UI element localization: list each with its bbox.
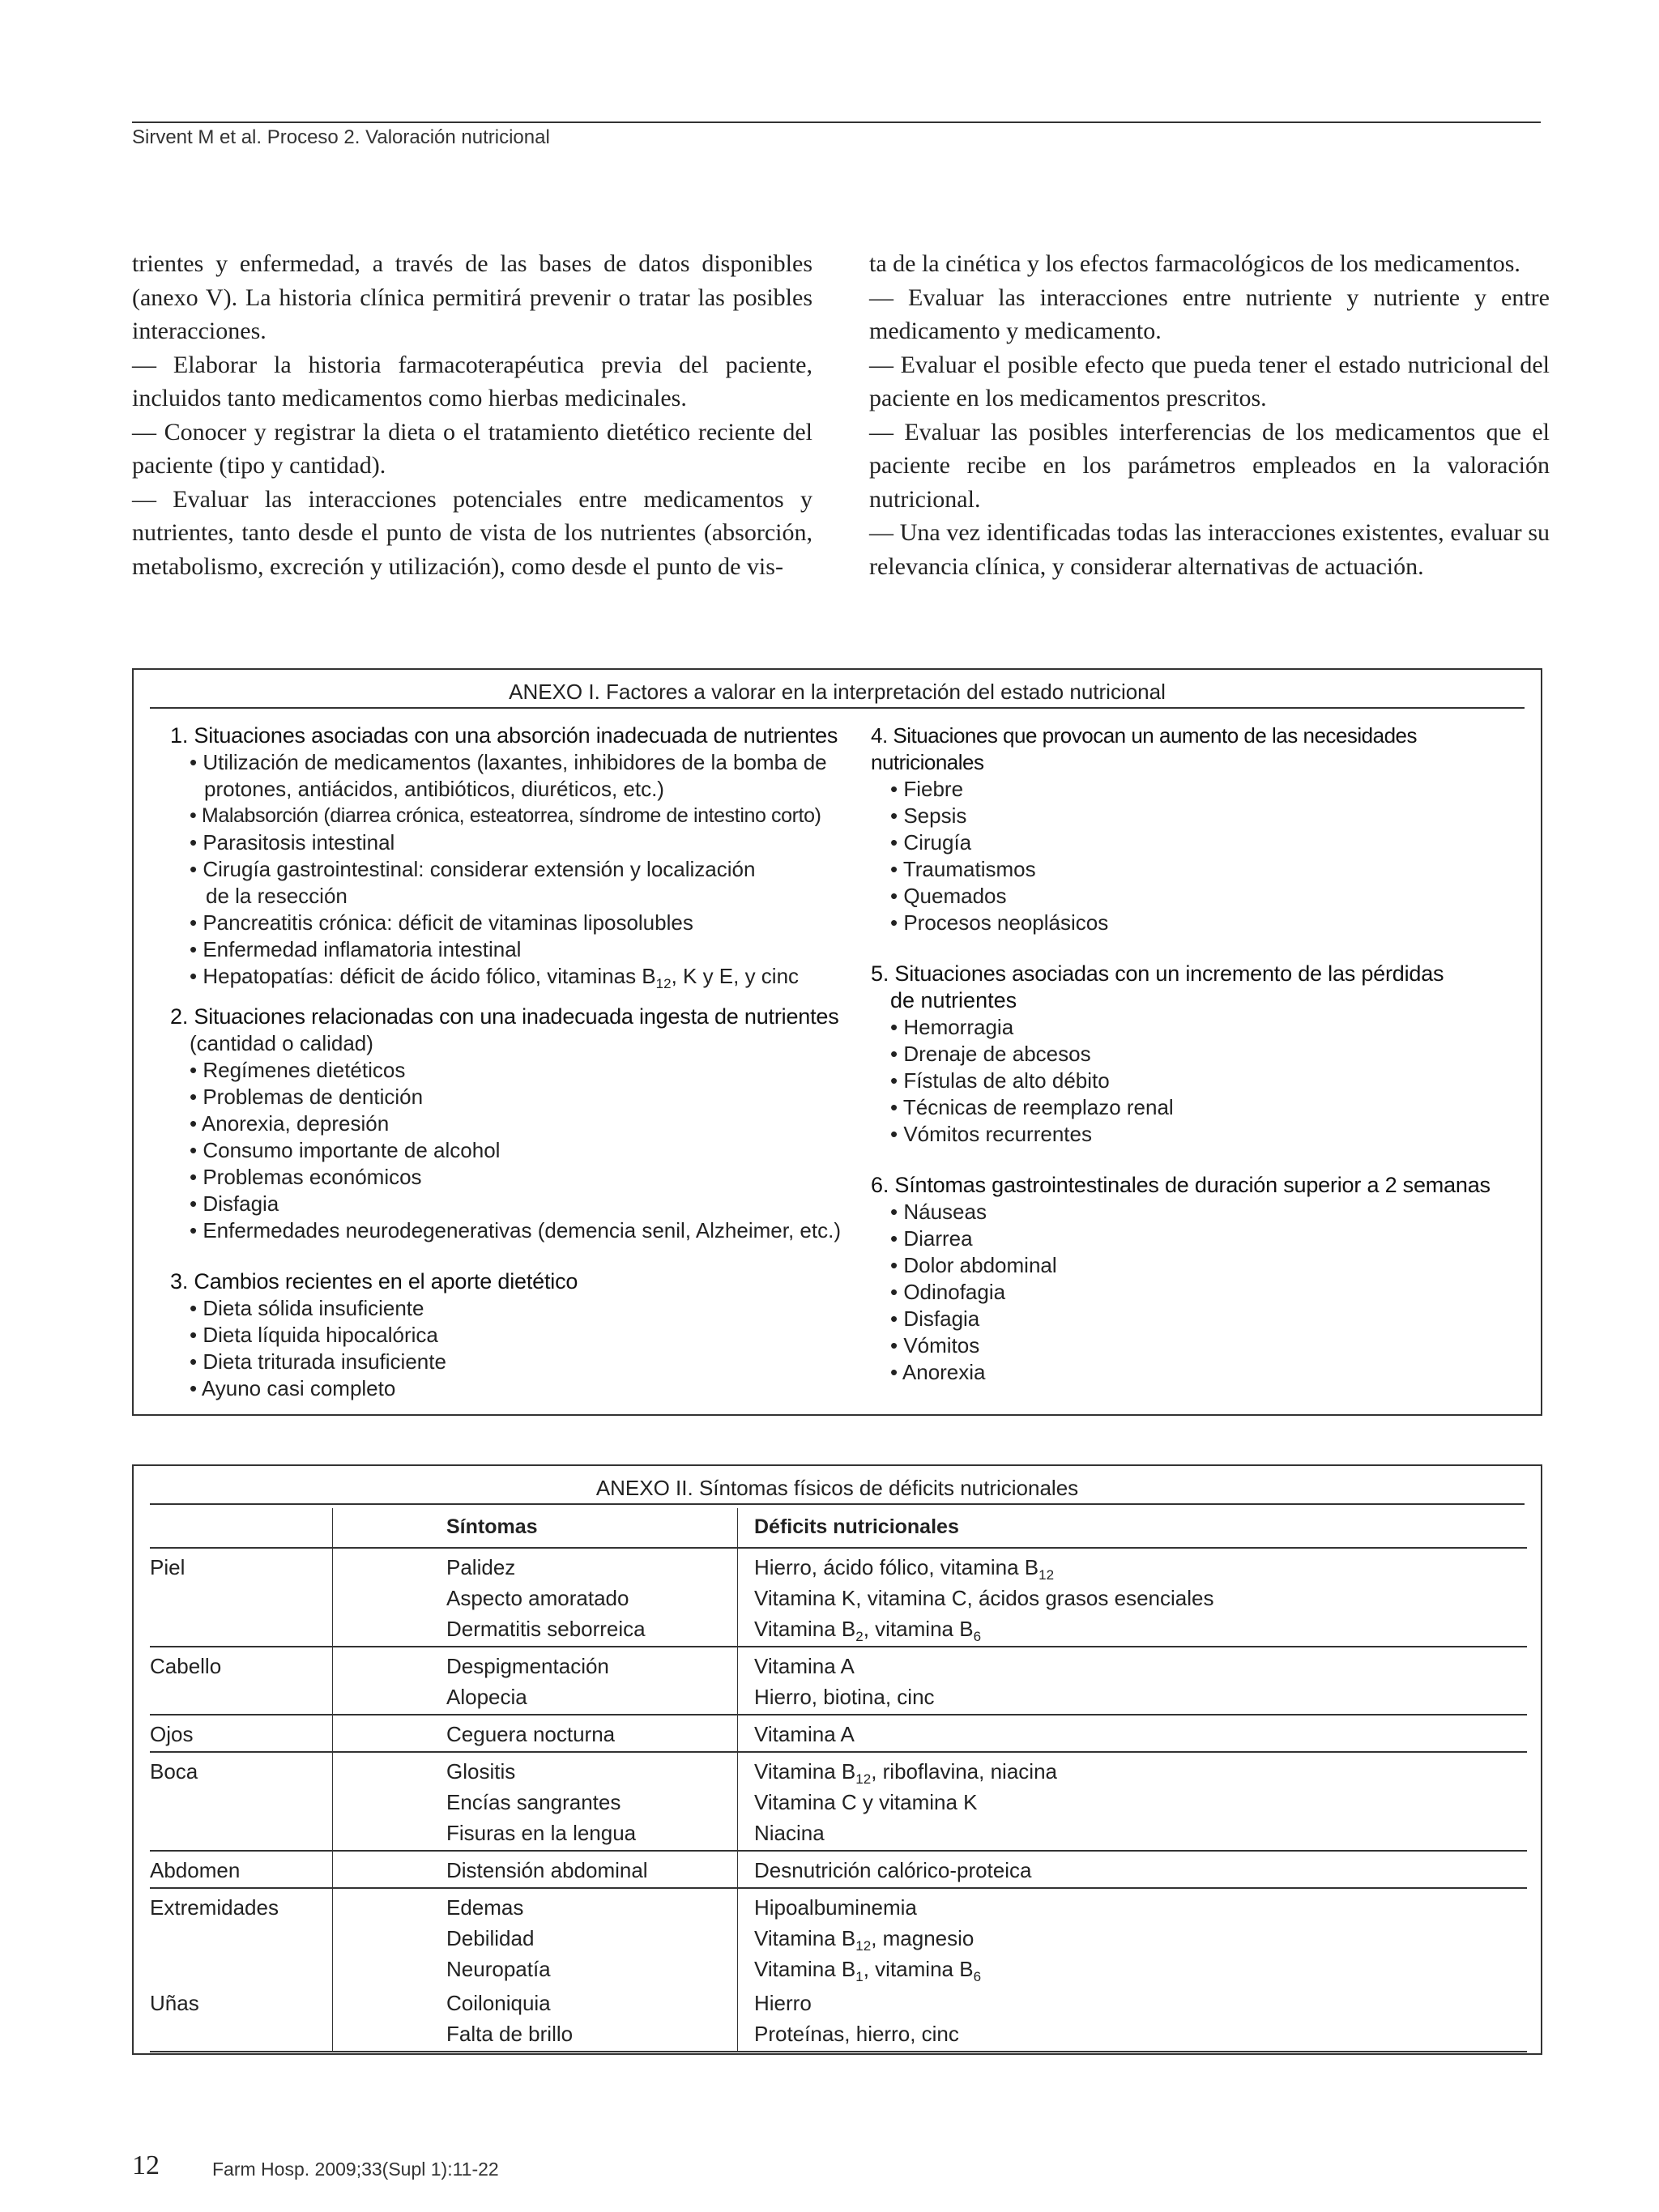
subscript: 12 — [655, 976, 672, 992]
deficit: Hierro — [754, 1991, 812, 2015]
section-heading-cont: de nutrientes — [890, 988, 1017, 1012]
body-column-left — [132, 247, 812, 583]
list-item: • Cirugía gastrointestinal: considerar extensión y localización — [190, 857, 756, 881]
symptoms-cell — [333, 1715, 738, 1752]
symptom: Edemas — [446, 1895, 524, 1920]
symptom: Alopecia — [446, 1685, 527, 1709]
symptom: Distensión abdominal — [446, 1858, 648, 1882]
list-item: • Cirugía — [890, 830, 972, 855]
list-item: de la resección — [206, 884, 348, 908]
symptoms-cell — [333, 1984, 738, 2052]
deficit — [754, 1613, 1527, 1644]
table-row — [150, 1647, 1527, 1715]
section-1 — [170, 722, 859, 990]
list-item: • Parasitosis intestinal — [190, 830, 395, 855]
section-4 — [871, 722, 1535, 936]
deficits-cell — [738, 1752, 1528, 1851]
table-row — [150, 1548, 1527, 1647]
symptom: Fisuras en la lengua — [446, 1821, 637, 1845]
text: , riboflavina, niacina — [871, 1759, 1057, 1784]
list-item: • Dieta sólida insuficiente — [190, 1296, 424, 1320]
deficit — [754, 1756, 1527, 1787]
deficit — [754, 1954, 1527, 1984]
text: , vitamina B — [863, 1957, 974, 1981]
deficit — [754, 1552, 1527, 1583]
deficits-cell — [738, 1851, 1528, 1888]
list-item: • Vómitos — [890, 1333, 980, 1357]
subscript: 6 — [973, 1629, 982, 1645]
annex-1-right-column — [871, 722, 1535, 1400]
list-item: • Fístulas de alto débito — [890, 1068, 1110, 1093]
zone-cell: Extremidades — [150, 1895, 279, 1920]
list-item: • Ayuno casi completo — [190, 1376, 396, 1400]
list-item: • Anorexia, depresión — [190, 1111, 390, 1136]
list-item: • Dieta líquida hipocalórica — [190, 1323, 438, 1347]
section-heading: 5. Situaciones asociadas con un incremento de las pérdidas — [871, 961, 1444, 986]
symptoms-cell — [333, 1851, 738, 1888]
text: , vitamina B — [863, 1617, 974, 1641]
header-rule — [132, 121, 1541, 123]
list-item: • Odinofagia — [890, 1280, 1006, 1304]
deficit: Proteínas, hierro, cinc — [754, 2022, 959, 2046]
section-3 — [170, 1268, 859, 1402]
paragraph: — Conocer y registrar la dieta o el tratamiento dietético reciente del paciente (tipo y cantidad). — [132, 418, 812, 479]
list-item: • Náuseas — [890, 1200, 987, 1224]
zone-cell: Cabello — [150, 1647, 333, 1715]
journal-reference: Farm Hosp. 2009;33(Supl 1):11-22 — [212, 2159, 499, 2180]
body-column-right — [869, 247, 1550, 583]
symptom: Ceguera nocturna — [446, 1722, 616, 1746]
symptoms-cell — [333, 1548, 738, 1647]
subscript: 2 — [855, 1629, 864, 1645]
list-item: • Utilización de medicamentos (laxantes, inhibidores de la bomba de — [190, 750, 827, 774]
table-row — [150, 1752, 1527, 1851]
list-item: • Problemas económicos — [190, 1165, 422, 1189]
paragraph: — Elaborar la historia farmacoterapéutica previa del paciente, incluidos tanto medicamentos como hierbas medicinales. — [132, 351, 812, 411]
symptoms-cell — [333, 1752, 738, 1851]
header-deficits: Déficits nutricionales — [738, 1508, 1528, 1548]
list-item: • Procesos neoplásicos — [890, 910, 1109, 935]
text: Vitamina B — [754, 1759, 856, 1784]
subscript: 12 — [855, 1771, 872, 1788]
subscript: 12 — [1038, 1567, 1055, 1583]
annex-1-title: ANEXO I. Factores a valorar en la interpretación del estado nutricional — [150, 678, 1525, 709]
deficit: Vitamina C y vitamina K — [754, 1790, 978, 1814]
running-head: Sirvent M et al. Proceso 2. Valoración nutricional — [132, 126, 550, 148]
section-2 — [170, 1004, 859, 1244]
paragraph: — Evaluar las interacciones entre nutriente y nutriente y entre medicamento y medicamento. — [869, 283, 1550, 344]
paragraph: — Una vez identificadas todas las interacciones existentes, evaluar su relevancia clínica, y considerar alternativas de actuación. — [869, 519, 1550, 580]
text: Vitamina B — [754, 1957, 856, 1981]
symptom: Neuropatía — [446, 1957, 551, 1981]
paragraph: ta de la cinética y los efectos farmacológicos de los medicamentos. — [869, 250, 1520, 277]
table-header-row — [150, 1508, 1527, 1548]
text: Vitamina B — [754, 1926, 856, 1950]
zone-cell: Piel — [150, 1548, 333, 1647]
deficits-cell — [738, 1984, 1528, 2052]
zone-cell: Abdomen — [150, 1851, 333, 1888]
list-item: • Drenaje de abcesos — [890, 1042, 1091, 1066]
paragraph: trientes y enfermedad, a través de las bases de datos disponibles (anexo V). La historia clínica permitirá prevenir o tratar las posibles interacciones. — [132, 250, 812, 344]
section-heading: 1. Situaciones asociadas con una absorción inadecuada de nutrientes — [170, 723, 838, 748]
symptom: Palidez — [446, 1555, 516, 1579]
symptom: Despigmentación — [446, 1654, 609, 1678]
annex-2-title: ANEXO II. Síntomas físicos de déficits nutricionales — [150, 1474, 1525, 1505]
list-item: • Disfagia — [890, 1306, 980, 1331]
deficit: Hipoalbuminemia — [754, 1895, 917, 1920]
list-item: • Anorexia — [890, 1360, 986, 1384]
text: Hierro, ácido fólico, vitamina B — [754, 1555, 1039, 1579]
deficits-cell — [738, 1715, 1528, 1752]
deficits-cell — [738, 1888, 1528, 1984]
annex-1-box — [132, 668, 1542, 1416]
table-row — [150, 1715, 1527, 1752]
symptom: Dermatitis seborreica — [446, 1617, 646, 1641]
list-item: • Fiebre — [890, 777, 964, 801]
symptom: Coiloniquia — [446, 1991, 551, 2015]
list-item: protones, antiácidos, antibióticos, diuréticos, etc.) — [204, 777, 664, 801]
list-item: • Malabsorción (diarrea crónica, esteatorrea, síndrome de intestino corto) — [190, 804, 821, 827]
deficit — [754, 1923, 1527, 1954]
list-item: • Consumo importante de alcohol — [190, 1138, 501, 1162]
subscript: 1 — [855, 1969, 864, 1985]
zone-cell: Ojos — [150, 1715, 333, 1752]
text: • Hepatopatías: déficit de ácido fólico, vitaminas B — [190, 964, 656, 988]
list-item: • Dolor abdominal — [890, 1253, 1057, 1277]
subscript: 6 — [973, 1969, 982, 1985]
list-item: • Dieta triturada insuficiente — [190, 1349, 446, 1374]
deficit: Desnutrición calórico-proteica — [754, 1858, 1032, 1882]
deficits-cell — [738, 1548, 1528, 1647]
list-item: • Técnicas de reemplazo renal — [890, 1095, 1174, 1119]
annex-1-left-column — [170, 722, 859, 1416]
symptom: Debilidad — [446, 1926, 535, 1950]
list-item — [190, 963, 859, 990]
list-item: • Problemas de dentición — [190, 1085, 424, 1109]
list-item: • Enfermedad inflamatoria intestinal — [190, 937, 522, 961]
list-item: • Diarrea — [890, 1226, 973, 1251]
header-cell — [150, 1508, 333, 1548]
list-item: • Regímenes dietéticos — [190, 1058, 406, 1082]
paragraph: — Evaluar las posibles interferencias de los medicamentos que el paciente recibe en los parámetros empleados en la valoración nutricional. — [869, 418, 1550, 513]
deficits-cell — [738, 1647, 1528, 1715]
text: , magnesio — [871, 1926, 975, 1950]
paragraph: — Evaluar las interacciones potenciales entre medicamentos y nutrientes, tanto desde el punto de vista de los nutrientes (absorción, metabolismo, excreción y utilización), como desde el punto de vis- — [132, 485, 812, 580]
list-item: • Pancreatitis crónica: déficit de vitaminas liposolubles — [190, 910, 693, 935]
section-heading: 4. Situaciones que provocan un aumento de las necesidades nutricionales — [871, 723, 1417, 774]
deficit: Vitamina A — [754, 1722, 855, 1746]
section-5 — [871, 961, 1535, 1148]
list-item: • Hemorragia — [890, 1015, 1014, 1039]
paragraph: — Evaluar el posible efecto que pueda tener el estado nutricional del paciente en los medicamentos prescritos. — [869, 351, 1550, 411]
subscript: 12 — [855, 1938, 872, 1954]
page-number: 12 — [132, 2150, 160, 2180]
list-item: • Disfagia — [190, 1191, 279, 1216]
symptom: Aspecto amoratado — [446, 1586, 629, 1610]
symptom: Encías sangrantes — [446, 1790, 621, 1814]
table-row — [150, 1851, 1527, 1888]
section-subheading: (cantidad o calidad) — [190, 1031, 373, 1055]
symptoms-cell — [333, 1647, 738, 1715]
list-item: • Sepsis — [890, 803, 967, 828]
zone-cell: Uñas — [150, 1984, 333, 2052]
list-item: • Traumatismos — [890, 857, 1036, 881]
symptom: Glositis — [446, 1759, 516, 1784]
deficit: Vitamina K, vitamina C, ácidos grasos esenciales — [754, 1586, 1214, 1610]
deficit: Hierro, biotina, cinc — [754, 1685, 935, 1709]
text: , K y E, y cinc — [671, 964, 800, 988]
list-item: • Enfermedades neurodegenerativas (demencia senil, Alzheimer, etc.) — [190, 1218, 841, 1242]
text: Vitamina B — [754, 1617, 856, 1641]
table-row — [150, 1984, 1527, 2052]
symptom: Falta de brillo — [446, 2022, 574, 2046]
list-item: • Vómitos recurrentes — [890, 1122, 1092, 1146]
section-heading: 3. Cambios recientes en el aporte dietético — [170, 1269, 578, 1294]
deficits-table — [150, 1508, 1527, 2052]
annex-2-box — [132, 1464, 1542, 2055]
list-item: • Quemados — [890, 884, 1007, 908]
header-symptoms: Síntomas — [333, 1508, 738, 1548]
table-row — [150, 1888, 1527, 1984]
section-6 — [871, 1172, 1535, 1386]
zone-cell: Boca — [150, 1752, 333, 1851]
section-heading: 6. Síntomas gastrointestinales de duración superior a 2 semanas — [871, 1173, 1491, 1197]
deficit: Vitamina A — [754, 1654, 855, 1678]
deficit: Niacina — [754, 1821, 825, 1845]
symptoms-cell — [333, 1888, 738, 1984]
section-heading: 2. Situaciones relacionadas con una inadecuada ingesta de nutrientes — [170, 1004, 839, 1029]
